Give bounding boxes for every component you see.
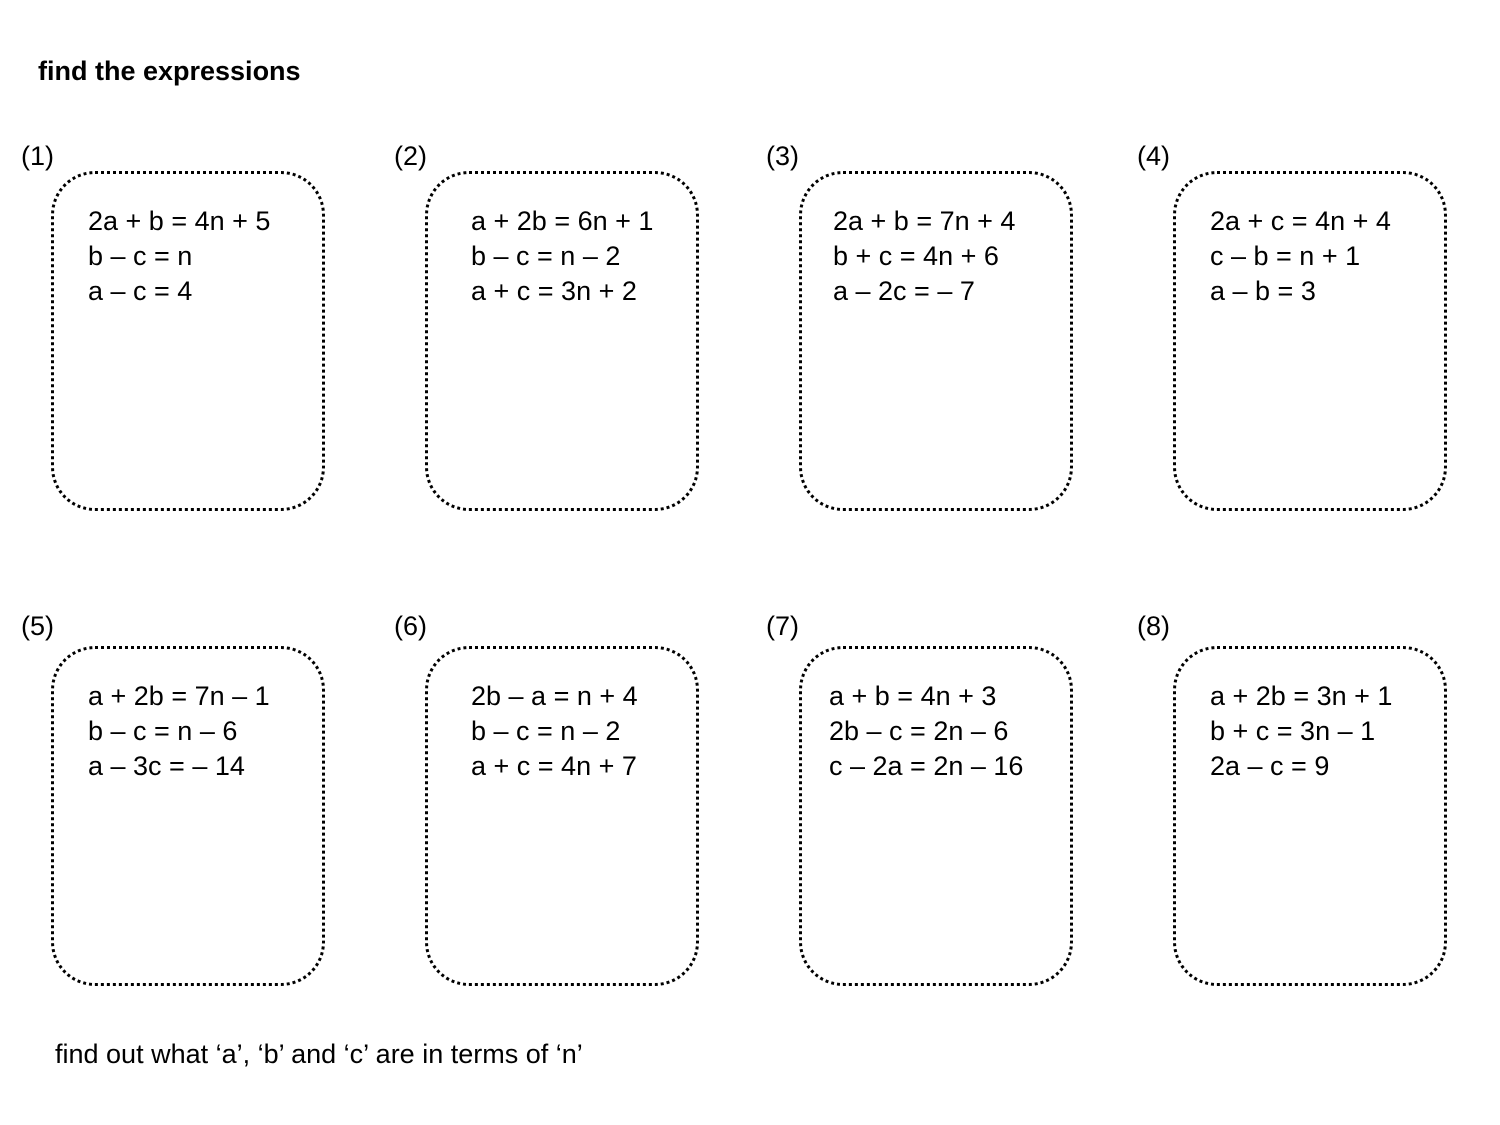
equation-list [829, 679, 1023, 784]
equation: b – c = n – 6 [88, 716, 238, 746]
equation: 2a + b = 7n + 4 [833, 206, 1016, 236]
problem-number: (1) [21, 141, 54, 171]
equation: b – c = n [88, 241, 193, 271]
equation-list [88, 679, 270, 784]
equation: a + b = 4n + 3 [829, 681, 997, 711]
equation: a – b = 3 [1210, 276, 1316, 306]
page-title: find the expressions [38, 56, 301, 86]
equation-list [833, 204, 1015, 309]
equation-list [1210, 204, 1391, 309]
equation: a – 2c = – 7 [833, 276, 975, 306]
equation: a – 3c = – 14 [88, 751, 245, 781]
equation: 2a + b = 4n + 5 [88, 206, 271, 236]
equation: c – 2a = 2n – 16 [829, 751, 1024, 781]
equation: 2a + c = 4n + 4 [1210, 206, 1391, 236]
problem-number: (8) [1137, 611, 1170, 641]
equation: b + c = 4n + 6 [833, 241, 999, 271]
problem-number: (2) [394, 141, 427, 171]
problem-number: (4) [1137, 141, 1170, 171]
problem-number: (3) [766, 141, 799, 171]
equation: b – c = n – 2 [471, 716, 621, 746]
problem-number: (6) [394, 611, 427, 641]
equation-list [471, 204, 653, 309]
equation: c – b = n + 1 [1210, 241, 1361, 271]
instruction-text: find out what ‘a’, ‘b’ and ‘c’ are in terms of ‘n’ [55, 1039, 583, 1069]
problem-number: (7) [766, 611, 799, 641]
equation: a – c = 4 [88, 276, 193, 306]
equation: 2b – c = 2n – 6 [829, 716, 1009, 746]
equation-list [471, 679, 638, 784]
equation: b + c = 3n – 1 [1210, 716, 1376, 746]
equation: 2a – c = 9 [1210, 751, 1330, 781]
equation: a + c = 4n + 7 [471, 751, 637, 781]
problem-number: (5) [21, 611, 54, 641]
equation: 2b – a = n + 4 [471, 681, 638, 711]
equation: b – c = n – 2 [471, 241, 621, 271]
equation: a + c = 3n + 2 [471, 276, 637, 306]
equation: a + 2b = 6n + 1 [471, 206, 654, 236]
equation: a + 2b = 7n – 1 [88, 681, 270, 711]
equation-list [88, 204, 270, 309]
equation-list [1210, 679, 1392, 784]
equation: a + 2b = 3n + 1 [1210, 681, 1393, 711]
